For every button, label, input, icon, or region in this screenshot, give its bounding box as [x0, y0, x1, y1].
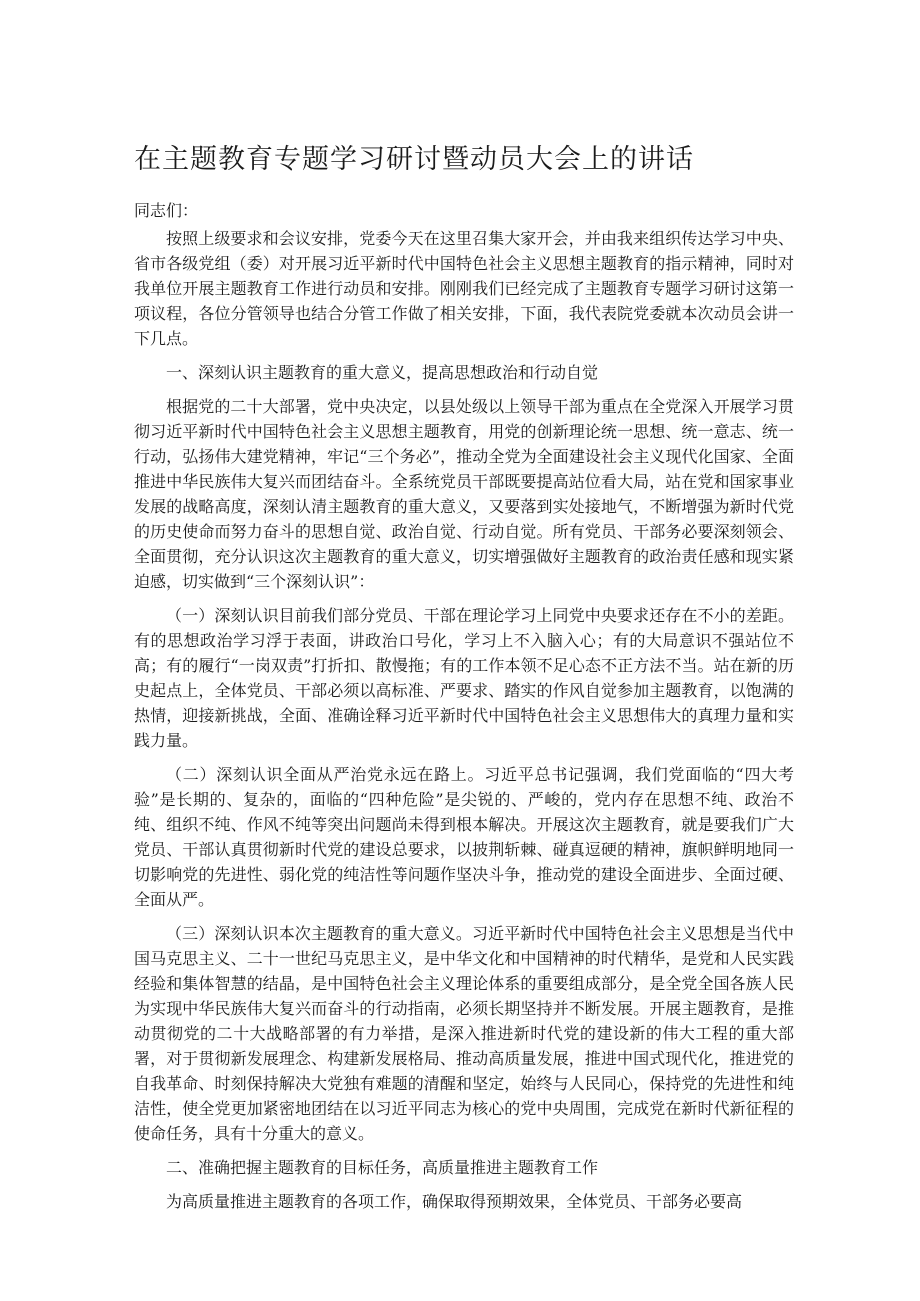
salutation: 同志们： [134, 201, 199, 220]
section-heading-2: 二、准确把握主题教育的目标任务，高质量推进主题教育工作 [166, 1158, 599, 1177]
paragraph-point-2: （二）深刻认识全面从严治党永远在路上。习近平总书记强调，我们党面临的“四大考验”是长期的、复杂的，面临的“四种危险”是尖锐的、严峻的，党内存在思想不纯、政治不纯、组织不纯、作风不纯等突出问题尚未得到根本解决。开展这次主题教育，就是要我们广大党员、干部认真贯彻新时代党的建设总要求，以披荆斩棘、碰真逗硬的精神，旗帜鲜明地同一切影响党的先进性、弱化党的纯洁性等问题作坚决斗争，推动党的建设全面进步、全面过硬、全面从严。 [134, 765, 794, 909]
paragraph-point-3: （三）深刻认识本次主题教育的重大意义。习近平新时代中国特色社会主义思想是当代中国马克思主义、二十一世纪马克思主义，是中华文化和中国精神的时代精华，是党和人民实践经验和集体智慧的结晶，是中国特色社会主义理论体系的重要组成部分，是全党全国各族人民为实现中华民族伟大复兴而奋斗的行动指南，必须长期坚持并不断发展。开展主题教育，是推动贯彻党的二十大战略部署的有力举措，是深入推进新时代党的建设新的伟大工程的重大部署，对于贯彻新发展理念、构建新发展格局、推动高质量发展，推进中国式现代化，推进党的自我革命、时刻保持解决大党独有难题的清醒和坚定，始终与人民同心，保持党的先进性和纯洁性，使全党更加紧密地团结在以习近平同志为核心的党中央周围，完成党在新时代新征程的使命任务，具有十分重大的意义。 [134, 924, 794, 1143]
section-heading-1: 一、深刻认识主题教育的重大意义，提高思想政治和行动自觉 [166, 363, 599, 382]
paragraph-section-2: 为高质量推进主题教育的各项工作，确保取得预期效果，全体党员、干部务必要高 [166, 1192, 743, 1211]
paragraph-point-1: （一）深刻认识目前我们部分党员、干部在理论学习上同党中央要求还存在不小的差距。有的思想政治学习浮于表面，讲政治口号化，学习上不入脑入心；有的大局意识不强站位不高；有的履行“一岗双责”打折扣、散慢拖；有的工作本领不足心态不正方法不当。站在新的历史起点上，全体党员、干部必须以高标准、严要求、踏实的作风自觉参加主题教育，以饱满的热情，迎接新挑战，全面、准确诠释习近平新时代中国特色社会主义思想伟大的真理力量和实践力量。 [134, 606, 794, 750]
paragraph-intro: 按照上级要求和会议安排，党委今天在这里召集大家开会，并由我来组织传达学习中央、省市各级党组（委）对开展习近平新时代中国特色社会主义思想主题教育的指示精神，同时对我单位开展主题教育工作进行动员和安排。刚刚我们已经完成了主题教育专题学习研讨这第一项议程，各位分管领导也结合分管工作做了相关安排，下面，我代表院党委就本次动员会讲一下几点。 [134, 229, 794, 348]
paragraph-section-1: 根据党的二十大部署，党中央决定，以县处级以上领导干部为重点在全党深入开展学习贯彻习近平新时代中国特色社会主义思想主题教育，用党的创新理论统一思想、统一意志、统一行动，弘扬伟大建党精神，牢记“三个务必”，推动全党为全面建设社会主义现代化国家、全面推进中华民族伟大复兴而团结奋斗。全系统党员干部既要提高站位看大局，站在党和国家事业发展的战略高度，深刻认清主题教育的重大意义，又要落到实处接地气，不断增强为新时代党的历史使命而努力奋斗的思想自觉、政治自觉、行动自觉。所有党员、干部务必要深刻领会、全面贯彻，充分认识这次主题教育的重大意义，切实增强做好主题教育的政治责任感和现实紧迫感，切实做到“三个深刻认识”： [134, 397, 794, 591]
document-title: 在主题教育专题学习研讨暨动员大会上的讲话 [134, 144, 694, 175]
document-body [134, 226, 794, 1223]
